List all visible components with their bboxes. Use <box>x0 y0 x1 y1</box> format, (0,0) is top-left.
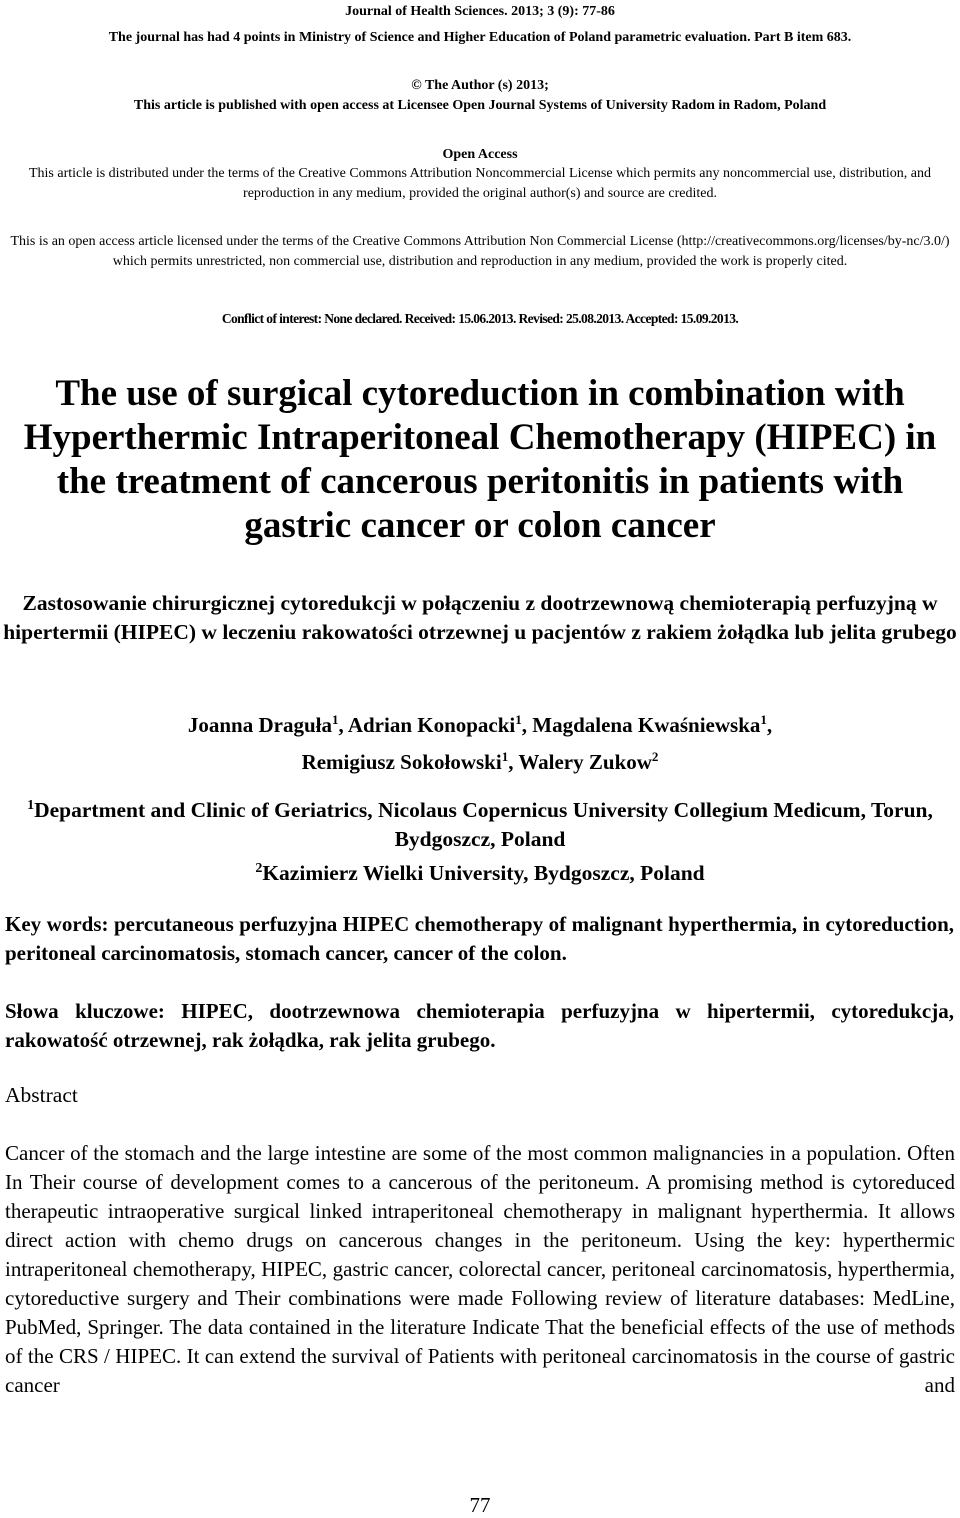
journal-citation: Journal of Health Sciences. 2013; 3 (9): 77-86 <box>345 4 615 19</box>
page-number: 77 <box>469 1493 491 1517</box>
article-title: The use of surgical cytoreduction in combination with Hyperthermic Intraperitoneal Chemotherapy (HIPEC) in the treatment of cancerous peritonitis in patients with gastric cancer or colon cancer <box>23 373 937 546</box>
author-affiliation-mark: 2 <box>651 749 659 764</box>
affiliation-item <box>0 854 960 888</box>
copyright-line: © The Author (s) 2013; <box>411 78 549 93</box>
author-list: Joanna Draguła$^1$, Adrian Konopacki$^1$, Magdalena Kwaśniewska$^1$, Remigiusz Sokołowski$^1$, Walery Zukow$^2$ <box>187 712 773 774</box>
author-affiliation-mark: 1 <box>501 749 509 764</box>
author-affiliation-mark: 1 <box>515 712 522 727</box>
open-access-label: Open Access <box>442 147 518 162</box>
author-name: Remigiusz Sokołowski <box>301 750 502 774</box>
keywords-english: Key words: percutaneous perfuzyjna HIPEC chemotherapy of malignant hyperthermia, in cytoreduction, peritoneal carcinomatosis, stomach cancer, cancer of the colon. <box>5 912 954 965</box>
cc-license-text: This article is distributed under the terms of the Creative Commons Attribution Noncommercial License which permits any noncommercial use, distribution, and reproduction in any medium, provided the original author(s) and source are credited. <box>28 166 931 201</box>
affiliation-number: 2 <box>255 861 263 877</box>
affiliation-item <box>0 791 960 854</box>
abstract-heading: Abstract <box>5 1083 78 1107</box>
author-name: Walery Zukow <box>518 750 652 774</box>
article-title-polish: Zastosowanie chirurgicznej cytoredukcji w połączeniu z dootrzewnową chemioterapią perfuzyjną w hipertermii (HIPEC) w leczeniu rakowatości otrzewnej u pacjentów z rakiem żołądka lub jelita grubego <box>3 591 957 644</box>
abstract-text: Cancer of the stomach and the large intestine are some of the most common malignancies in a population. Often In Their course of development comes to a cancerous of the peritoneum. A promising method is cytoreduced therapeutic intraoperative surgical linked intraperitoneal chemotherapy in malignant hyperthermia. It allows direct action with chemo drugs on cancerous changes in the peritoneum. Using the key: hyperthermic intraperitoneal chemotherapy, HIPEC, gastric cancer, colorectal cancer, peritoneal carcinomatosis, hyperthermia, cytoreductive surgery and Their combinations were made Following review of literature databases: MedLine, PubMed, Springer. The data contained in the literature Indicate That the beneficial effects of the use of methods of the CRS / HIPEC. It can extend the survival of Patients with peritoneal carcinomatosis in the course of gastric cancer and <box>5 1141 955 1397</box>
author-name: Magdalena Kwaśniewska <box>532 713 761 737</box>
cc-nc-license-text: This is an open access article licensed under the terms of the Creative Commons Attribution Non Commercial License (http://creativecommons.org/licenses/by-nc/3.0/) which permits unrestricted, non commercial use, distribution and reproduction in any medium, provided the work is properly cited. <box>10 234 950 269</box>
author-affiliation-mark: 1 <box>331 712 339 727</box>
author-name: Adrian Konopacki <box>347 713 516 737</box>
affiliation-text: Department and Clinic of Geriatrics, Nicolaus Copernicus University Collegium Medicum, Torun, Bydgoszcz, Poland <box>34 798 933 852</box>
author-affiliation-mark: 1 <box>760 712 767 727</box>
affiliation-number: 1 <box>27 798 35 813</box>
author-name: Joanna Draguła <box>187 713 332 737</box>
affiliation-list <box>0 791 960 888</box>
keywords-polish: Słowa kluczowe: HIPEC, dootrzewnowa chemioterapia perfuzyjna w hipertermii, cytoredukcja, rakowatość otrzewnej, rak żołądka, rak jelita grubego. <box>5 999 954 1052</box>
journal-points-note: The journal has had 4 points in Ministry of Science and Higher Education of Poland parametric evaluation. Part B item 683. <box>108 30 852 45</box>
publisher-line: This article is published with open access at Licensee Open Journal Systems of University Radom in Radom, Poland <box>133 98 827 113</box>
conflict-received-line: Conflict of interest: None declared. Received: 15.06.2013. Revised: 25.08.2013. Accepted: 15.09.2013. <box>221 311 739 326</box>
affiliation-text: Kazimierz Wielki University, Bydgoszcz, Poland <box>262 861 705 886</box>
